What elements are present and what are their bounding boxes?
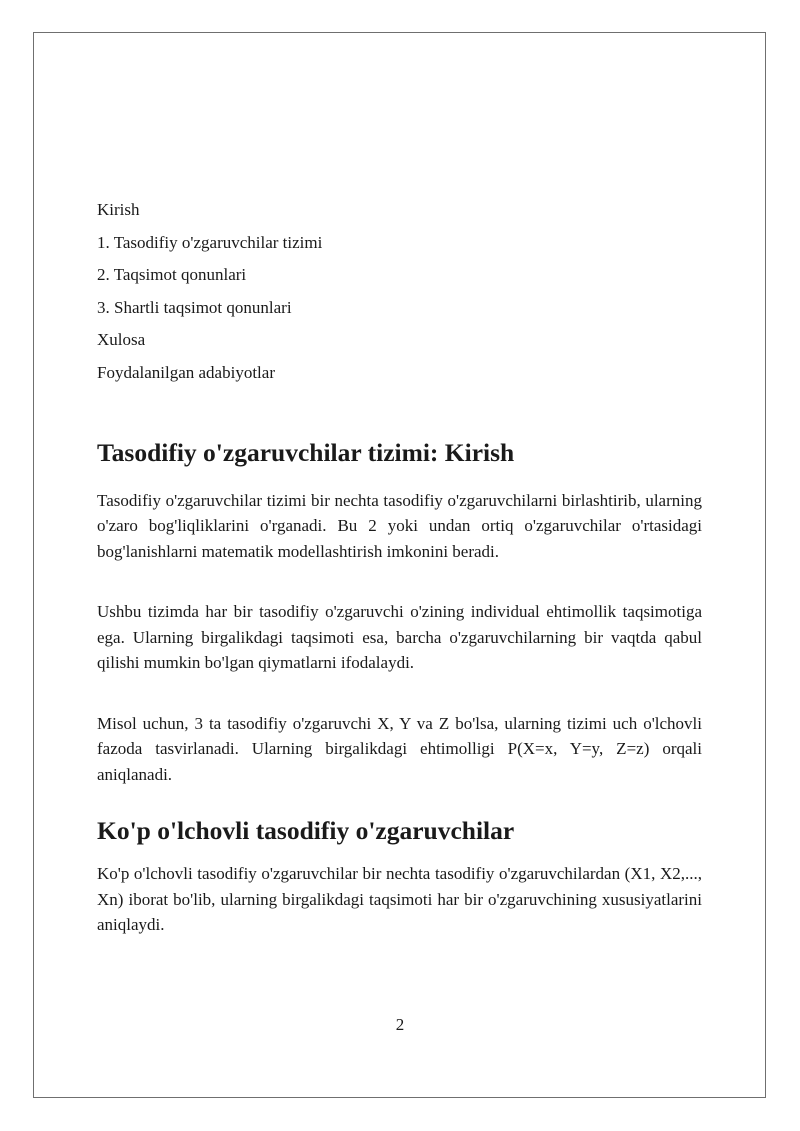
toc-item-conclusion: Xulosa bbox=[97, 330, 146, 350]
paragraph: Tasodifiy o'zgaruvchilar tizimi bir nechta tasodifiy o'zgaruvchilarni birlashtirib, ularning o'zaro bog'liqliklarini o'rganadi. Bu 2 yoki undan ortiq o'zgaruvchilar o'rtasidagi bog'lanishlarni matematik modellashtirish imkonini beradi. bbox=[97, 490, 702, 561]
paragraph: Ushbu tizimda har bir tasodifiy o'zgaruvchi o'zining individual ehtimollik taqsimotiga ega. Ularning birgalikdagi taqsimoti esa, barcha o'zgaruvchilarning bir vaqtda qabul qilishi mumkin bo'lgan qiymatlarni ifodalaydi. bbox=[97, 602, 702, 673]
paragraph: Ko'p o'lchovli tasodifiy o'zgaruvchilar bir nechta tasodifiy o'zgaruvchilardan (X1, X2,..., Xn) iborat bo'lib, ularning birgalikdagi taqsimoti har bir o'zgaruvchining xususiyatlarini aniqlaydi. bbox=[97, 864, 702, 935]
toc-item-chapter-3: 3. Shartli taqsimot qonunlari bbox=[97, 297, 292, 317]
toc-item-introduction: Kirish bbox=[97, 200, 140, 219]
toc-item-references: Foydalanilgan adabiyotlar bbox=[97, 362, 275, 382]
document-body bbox=[97, 200, 702, 938]
table-of-contents bbox=[97, 200, 702, 383]
toc-item-chapter-1: 1. Tasodifiy o'zgaruvchilar tizimi bbox=[97, 232, 323, 252]
section-heading: Tasodifiy o'zgaruvchilar tizimi: Kirish bbox=[97, 437, 515, 467]
paragraph: Misol uchun, 3 ta tasodifiy o'zgaruvchi X, Y va Z bo'lsa, ularning tizimi uch o'lchovli fazoda tasvirlanadi. Ularning birgalikdagi ehtimolligi P(X=x, Y=y, Z=z) orqali aniqlanadi. bbox=[97, 713, 702, 784]
section-heading: Ko'p o'lchovli tasodifiy o'zgaruvchilar bbox=[97, 816, 515, 846]
page-number: 2 bbox=[395, 1015, 405, 1034]
toc-item-chapter-2: 2. Taqsimot qonunlari bbox=[97, 265, 247, 285]
